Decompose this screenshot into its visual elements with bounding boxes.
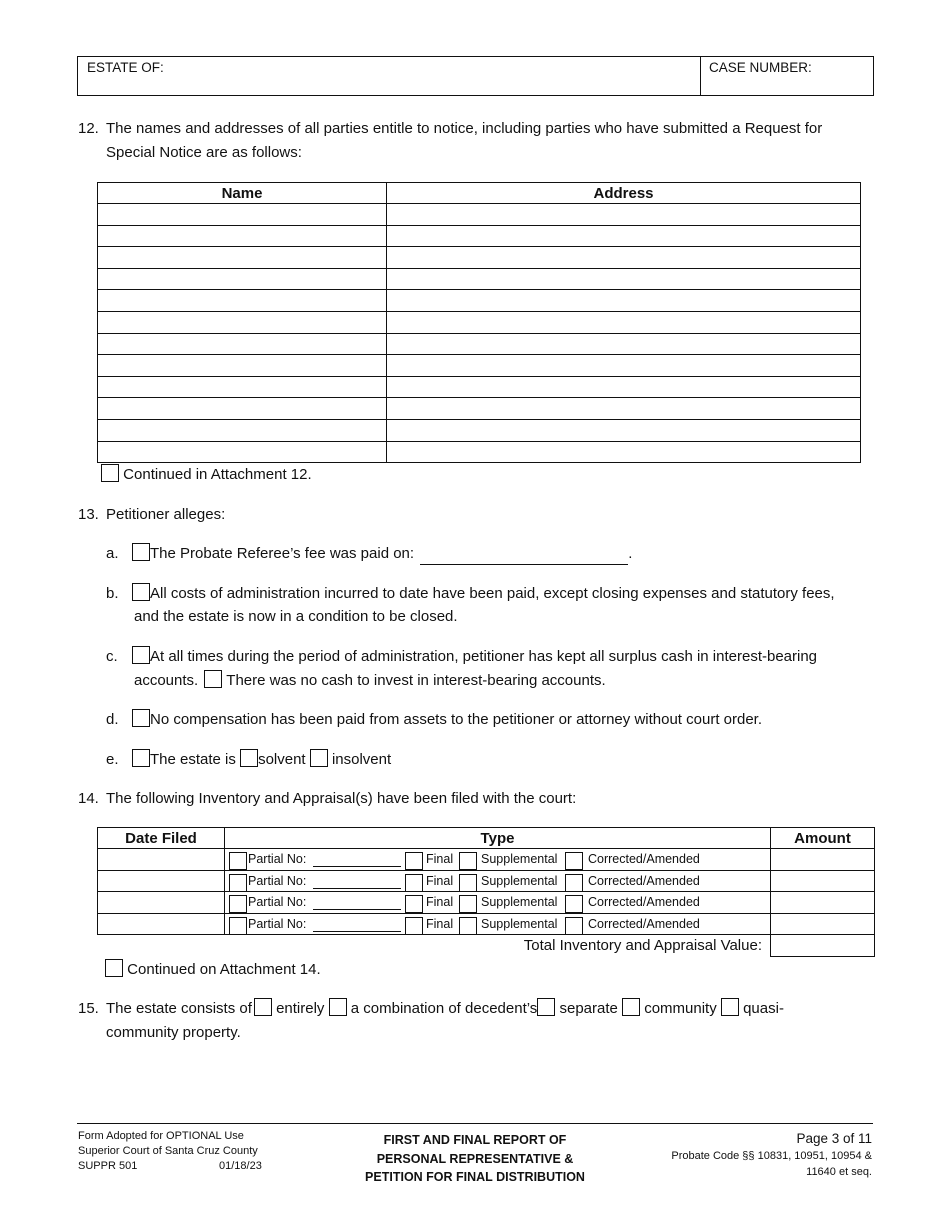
partial-number-field[interactable]	[313, 917, 401, 932]
address-cell[interactable]	[387, 419, 861, 441]
table-row	[98, 398, 861, 420]
table-row	[98, 441, 861, 463]
item-12-text-line1: The names and addresses of all parties entitle to notice, including parties who have submitted a Request for	[106, 120, 823, 137]
address-cell[interactable]	[387, 225, 861, 247]
name-cell[interactable]	[98, 225, 387, 247]
name-cell[interactable]	[98, 247, 387, 269]
address-cell[interactable]	[387, 290, 861, 312]
footer-left	[78, 1129, 278, 1174]
address-cell[interactable]	[387, 268, 861, 290]
partial-label: Partial No:	[248, 873, 307, 888]
partial-number-field[interactable]	[313, 895, 401, 910]
item-13e-checkbox[interactable]	[132, 749, 150, 767]
item-15-line2: community property.	[106, 1024, 241, 1041]
supplemental-label: Supplemental	[481, 895, 558, 909]
address-column-header: Address	[387, 183, 861, 204]
table-row	[98, 913, 875, 935]
type-cell	[225, 892, 771, 914]
community-checkbox[interactable]	[622, 998, 640, 1016]
final-label: Final	[426, 873, 454, 888]
name-cell[interactable]	[98, 376, 387, 398]
item-13c-line2	[134, 669, 606, 692]
final-checkbox[interactable]	[405, 917, 423, 935]
item-12-text-line2: Special Notice are as follows:	[106, 144, 302, 161]
partial-checkbox[interactable]	[229, 874, 247, 892]
date-filed-cell[interactable]	[98, 892, 225, 914]
item-15-number: 15.	[78, 1000, 99, 1017]
item-13d-text: No compensation has been paid from assets to the petitioner or attorney without court order.	[150, 711, 763, 728]
total-row	[98, 935, 875, 957]
item-13c-text1: At all times during the period of administration, petitioner has kept all surplus cash in interest-bearing	[150, 648, 818, 665]
amount-cell[interactable]	[771, 913, 875, 935]
type-header: Type	[225, 828, 771, 849]
item-13e-letter: e.	[106, 751, 119, 768]
entirely-checkbox[interactable]	[254, 998, 272, 1016]
final-label: Final	[426, 895, 454, 909]
amount-cell[interactable]	[771, 849, 875, 871]
name-cell[interactable]	[98, 204, 387, 226]
name-cell[interactable]	[98, 290, 387, 312]
table-row	[98, 290, 861, 312]
item-13a-period: .	[628, 545, 633, 562]
type-cell	[225, 870, 771, 892]
partial-label: Partial No:	[248, 895, 307, 909]
no-cash-checkbox[interactable]	[204, 670, 222, 688]
item-13e-text: The estate is	[150, 751, 236, 768]
table-row	[98, 204, 861, 226]
partial-checkbox[interactable]	[229, 917, 247, 935]
continued-14-label: Continued on Attachment 14.	[127, 961, 321, 978]
item-13a-checkbox[interactable]	[132, 543, 150, 561]
quasi-community-checkbox[interactable]	[721, 998, 739, 1016]
address-cell[interactable]	[387, 441, 861, 463]
supplemental-label: Supplemental	[481, 916, 558, 931]
item-15-lead: The estate consists of	[106, 1000, 252, 1017]
partial-number-field[interactable]	[313, 874, 401, 889]
probate-code-line1: Probate Code §§ 10831, 10951, 10954 &	[671, 1150, 872, 1162]
supplemental-checkbox[interactable]	[459, 895, 477, 913]
table-row	[98, 268, 861, 290]
item-13a-letter: a.	[106, 545, 119, 562]
address-cell[interactable]	[387, 333, 861, 355]
item-13a-row	[132, 542, 632, 565]
final-checkbox[interactable]	[405, 895, 423, 913]
item-14-text: The following Inventory and Appraisal(s) have been filed with the court:	[106, 790, 577, 807]
date-filed-cell[interactable]	[98, 849, 225, 871]
corrected-label: Corrected/Amended	[588, 916, 700, 931]
table-row	[98, 225, 861, 247]
name-cell[interactable]	[98, 398, 387, 420]
name-cell[interactable]	[98, 311, 387, 333]
supplemental-label: Supplemental	[481, 852, 558, 866]
caption-box	[77, 56, 874, 96]
name-cell[interactable]	[98, 355, 387, 377]
item-13b-line1	[132, 582, 835, 605]
date-filed-cell[interactable]	[98, 870, 225, 892]
final-checkbox[interactable]	[405, 874, 423, 892]
address-cell[interactable]	[387, 355, 861, 377]
insolvent-checkbox[interactable]	[310, 749, 328, 767]
item-13b-letter: b.	[106, 585, 119, 602]
type-cell	[225, 913, 771, 935]
corrected-checkbox[interactable]	[565, 874, 583, 892]
item-13-intro: Petitioner alleges:	[106, 506, 226, 523]
table-row	[98, 333, 861, 355]
table-row	[98, 870, 875, 892]
supplemental-checkbox[interactable]	[459, 917, 477, 935]
table-row	[98, 849, 875, 871]
address-cell[interactable]	[387, 398, 861, 420]
date-filed-header: Date Filed	[98, 828, 225, 849]
table-row	[98, 311, 861, 333]
name-cell[interactable]	[98, 419, 387, 441]
table-row	[98, 355, 861, 377]
name-cell[interactable]	[98, 441, 387, 463]
item-13d-letter: d.	[106, 711, 119, 728]
insolvent-label: insolvent	[331, 751, 392, 768]
continued-12-label: Continued in Attachment 12.	[123, 466, 312, 483]
estate-of-field[interactable]	[78, 57, 701, 95]
form-number: SUPPR 501	[78, 1160, 138, 1172]
form-date: 01/18/23	[219, 1160, 262, 1172]
table-row	[98, 247, 861, 269]
combination-label: a combination of decedent’s	[350, 1000, 538, 1017]
final-checkbox[interactable]	[405, 852, 423, 870]
corrected-checkbox[interactable]	[565, 917, 583, 935]
type-cell	[225, 849, 771, 871]
footer-right	[640, 1130, 872, 1180]
supplemental-label: Supplemental	[481, 873, 558, 888]
court-name-text: Superior Court of Santa Cruz County	[78, 1145, 258, 1157]
item-13-number: 13.	[78, 506, 99, 523]
name-column-header: Name	[98, 183, 387, 204]
footer-title-line2: PERSONAL REPRESENTATIVE &	[376, 1151, 574, 1166]
referee-fee-date-field[interactable]	[420, 546, 628, 565]
total-label-cell	[98, 935, 771, 957]
name-cell[interactable]	[98, 333, 387, 355]
table-row	[98, 419, 861, 441]
probate-code-line2: 11640 et seq.	[806, 1166, 872, 1178]
combination-checkbox[interactable]	[329, 998, 347, 1016]
corrected-label: Corrected/Amended	[588, 852, 700, 866]
final-label: Final	[426, 916, 454, 931]
footer-title-line3: PETITION FOR FINAL DISTRIBUTION	[365, 1170, 585, 1184]
item-13d-checkbox[interactable]	[132, 709, 150, 727]
address-cell[interactable]	[387, 204, 861, 226]
form-id-line	[78, 1159, 278, 1174]
total-label: Total Inventory and Appraisal Value:	[523, 937, 762, 954]
corrected-checkbox[interactable]	[565, 895, 583, 913]
page-number: Page 3 of 11	[796, 1131, 872, 1146]
continued-12-row	[101, 463, 312, 486]
footer-title	[330, 1131, 620, 1187]
continued-14-checkbox[interactable]	[105, 959, 123, 977]
amount-cell[interactable]	[771, 892, 875, 914]
item-15-line1	[106, 997, 784, 1020]
partial-label: Partial No:	[248, 852, 307, 866]
item-13c-accounts: accounts.	[134, 672, 199, 689]
case-number-label: CASE NUMBER:	[709, 60, 812, 75]
partial-checkbox[interactable]	[229, 895, 247, 913]
footer-title-line1: FIRST AND FINAL REPORT OF	[383, 1133, 567, 1147]
form-adopted-text: Form Adopted for OPTIONAL Use	[78, 1130, 244, 1142]
inventory-table	[97, 827, 875, 957]
notice-parties-table	[97, 182, 861, 463]
community-label: community	[644, 1000, 717, 1017]
date-filed-cell[interactable]	[98, 913, 225, 935]
item-13b-line2: and the estate is now in a condition to be closed.	[134, 608, 458, 625]
partial-checkbox[interactable]	[229, 852, 247, 870]
amount-cell[interactable]	[771, 870, 875, 892]
total-amount-cell[interactable]	[771, 935, 875, 957]
separate-label: separate	[559, 1000, 618, 1017]
item-13b-checkbox[interactable]	[132, 583, 150, 601]
item-13e-row	[132, 748, 391, 771]
separate-checkbox[interactable]	[537, 998, 555, 1016]
supplemental-checkbox[interactable]	[459, 852, 477, 870]
case-number-field[interactable]	[701, 57, 873, 95]
item-13c-letter: c.	[106, 648, 118, 665]
table-row	[98, 376, 861, 398]
name-cell[interactable]	[98, 268, 387, 290]
corrected-label: Corrected/Amended	[588, 873, 700, 888]
item-13d-row	[132, 708, 762, 731]
item-13a-text: The Probate Referee’s fee was paid on:	[150, 545, 415, 562]
address-cell[interactable]	[387, 247, 861, 269]
address-cell[interactable]	[387, 311, 861, 333]
item-13c-line1	[132, 645, 817, 668]
continued-12-checkbox[interactable]	[101, 464, 119, 482]
corrected-checkbox[interactable]	[565, 852, 583, 870]
supplemental-checkbox[interactable]	[459, 874, 477, 892]
solvent-label: solvent	[258, 751, 306, 768]
solvent-checkbox[interactable]	[240, 749, 258, 767]
item-12-number: 12.	[78, 120, 99, 137]
quasi-label: quasi-	[743, 1000, 784, 1017]
estate-of-label: ESTATE OF:	[87, 60, 164, 75]
address-cell[interactable]	[387, 376, 861, 398]
continued-14-row	[105, 958, 321, 981]
partial-label: Partial No:	[248, 916, 307, 931]
item-14-number: 14.	[78, 790, 99, 807]
corrected-label: Corrected/Amended	[588, 895, 700, 909]
footer-rule	[77, 1123, 873, 1124]
item-13c-checkbox[interactable]	[132, 646, 150, 664]
table-row	[98, 892, 875, 914]
amount-header: Amount	[771, 828, 875, 849]
item-13b-text1: All costs of administration incurred to date have been paid, except closing expenses and statutory fees,	[150, 585, 835, 602]
partial-number-field[interactable]	[313, 852, 401, 867]
final-label: Final	[426, 852, 454, 866]
no-cash-text: There was no cash to invest in interest-bearing accounts.	[226, 672, 606, 689]
entirely-label: entirely	[276, 1000, 325, 1017]
